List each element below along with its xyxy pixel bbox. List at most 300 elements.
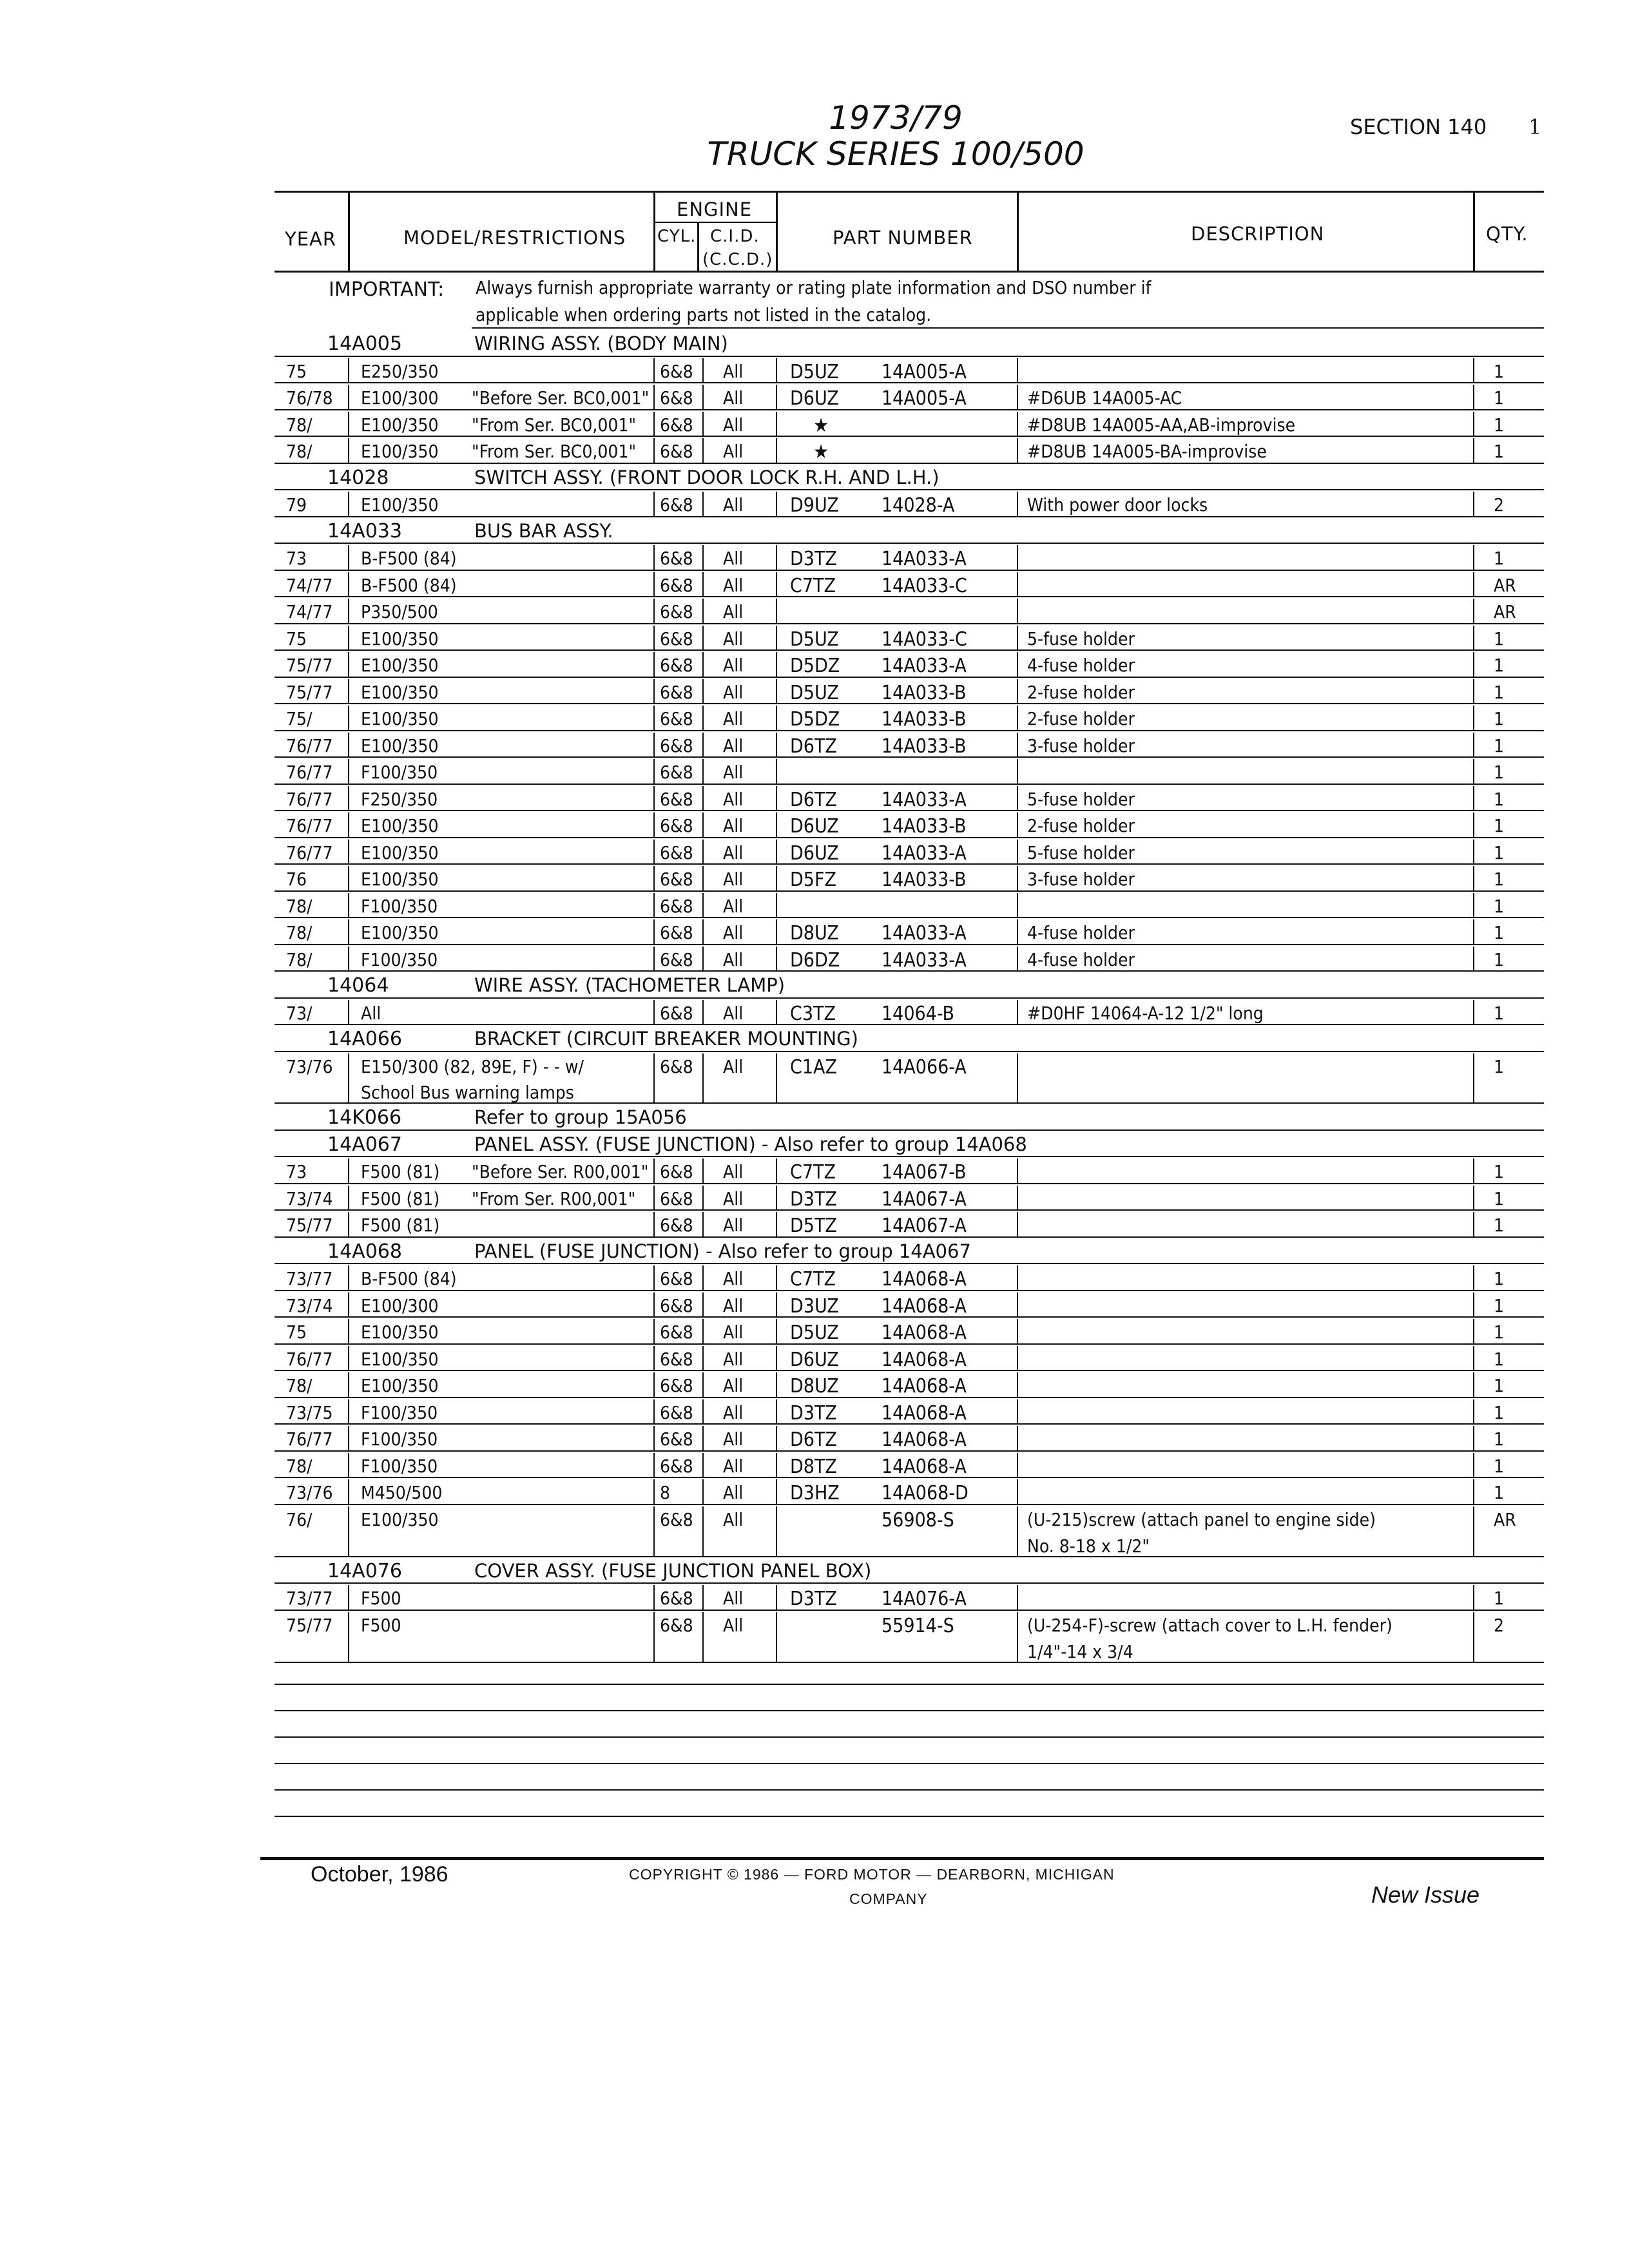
row-model: E100/350 <box>361 708 439 729</box>
row-qty: 1 <box>1494 1268 1505 1290</box>
group-title: Refer to group 15A056 <box>474 1106 687 1129</box>
row-divider <box>1473 1346 1474 1370</box>
row-divider <box>1017 438 1018 463</box>
part-prefix: D3TZ <box>790 548 837 570</box>
row-cid: All <box>723 548 744 569</box>
row-qty: 1 <box>1494 815 1505 836</box>
row-rule <box>275 596 1544 597</box>
row-year: 75/77 <box>286 655 333 676</box>
row-divider <box>776 1000 777 1024</box>
col-cyl: CYL. <box>657 227 697 246</box>
row-divider <box>653 1346 655 1370</box>
row-description: (U-254-F)-screw (attach cover to L.H. fender) <box>1027 1614 1393 1636</box>
row-divider <box>776 385 777 409</box>
row-rule <box>275 1662 1544 1663</box>
row-divider <box>653 1585 655 1610</box>
row-cid: All <box>723 1294 744 1316</box>
row-divider <box>776 1506 777 1556</box>
row-qty: 1 <box>1494 895 1505 917</box>
row-rule <box>275 917 1544 918</box>
row-divider <box>1473 1372 1474 1397</box>
row-divider <box>776 1399 777 1424</box>
row-model: F500 <box>361 1614 401 1636</box>
row-model: F100/350 <box>361 1455 438 1477</box>
group-number: 14K066 <box>327 1106 402 1129</box>
row-cid: All <box>723 655 744 676</box>
row-model: E100/350 <box>361 441 439 462</box>
row-qty: 1 <box>1494 1055 1505 1077</box>
row-divider <box>653 893 655 918</box>
row-divider <box>1473 1453 1474 1477</box>
part-base: 14A068-A <box>882 1455 967 1478</box>
row-cid: All <box>723 1348 744 1370</box>
row-divider <box>1017 1426 1018 1450</box>
row-cid: All <box>723 387 744 408</box>
row-description: 2-fuse holder <box>1027 681 1135 703</box>
row-year: 75 <box>286 628 307 649</box>
row-divider <box>702 1293 704 1317</box>
row-divider <box>1017 1372 1018 1397</box>
row-divider <box>702 412 704 436</box>
row-rule <box>275 1024 1544 1025</box>
row-description: #D0HF 14064-A-12 1/2" long <box>1027 1002 1264 1024</box>
row-qty: 1 <box>1494 922 1505 943</box>
row-qty: 1 <box>1494 1348 1505 1370</box>
header-bottom-rule <box>275 271 1544 273</box>
row-rule <box>275 1102 1544 1104</box>
row-divider <box>702 786 704 811</box>
row-divider <box>776 1212 777 1236</box>
row-year: 73/ <box>286 1002 313 1024</box>
row-divider <box>653 947 655 971</box>
part-base: 14A033-A <box>882 655 967 677</box>
row-divider <box>1017 840 1018 864</box>
part-base: 56908-S <box>882 1508 954 1532</box>
group-rule <box>275 997 1544 999</box>
row-divider <box>348 492 349 516</box>
row-divider <box>1473 706 1474 730</box>
hdr-divider <box>653 191 655 271</box>
row-model: E100/350 <box>361 414 439 436</box>
row-divider <box>776 812 777 837</box>
row-divider <box>348 385 349 409</box>
row-divider <box>653 1053 655 1103</box>
row-divider <box>776 679 777 704</box>
row-cid: All <box>723 815 744 836</box>
row-qty: AR <box>1494 601 1516 622</box>
row-divider <box>653 1265 655 1290</box>
row-divider <box>653 840 655 864</box>
row-divider <box>702 1453 704 1477</box>
row-divider <box>653 385 655 409</box>
row-divider <box>348 840 349 864</box>
row-year: 76/77 <box>286 1428 333 1450</box>
row-model: P350/500 <box>361 601 438 622</box>
row-cyl: 6&8 <box>660 1161 693 1183</box>
row-divider <box>1473 1612 1474 1662</box>
part-base: 14A033-A <box>882 948 967 972</box>
row-divider <box>653 1506 655 1556</box>
row-cyl: 6&8 <box>660 841 693 863</box>
row-year: 78/ <box>286 948 313 970</box>
row-divider <box>348 1585 349 1610</box>
row-divider <box>653 1158 655 1183</box>
row-divider <box>348 1426 349 1450</box>
part-base: 14064-B <box>882 1002 955 1025</box>
row-qty: 1 <box>1494 387 1505 408</box>
footer-issue: New Issue <box>1371 1881 1480 1908</box>
group-title: WIRE ASSY. (TACHOMETER LAMP) <box>474 974 786 996</box>
row-divider <box>1473 1319 1474 1343</box>
row-divider <box>653 358 655 383</box>
row-divider <box>1017 812 1018 837</box>
row-divider <box>776 358 777 383</box>
page-title <box>670 100 1121 172</box>
part-base: 14A033-A <box>882 841 967 865</box>
part-base: 14A067-A <box>882 1215 967 1238</box>
group-title: BRACKET (CIRCUIT BREAKER MOUNTING) <box>474 1028 858 1050</box>
row-divider <box>1473 599 1474 623</box>
row-divider <box>1473 572 1474 597</box>
row-cid: All <box>723 1268 744 1290</box>
row-year: 76/77 <box>286 735 333 756</box>
row-cyl: 6&8 <box>660 1215 693 1236</box>
row-divider <box>1473 1426 1474 1450</box>
row-divider <box>653 626 655 650</box>
part-prefix: C7TZ <box>790 574 836 597</box>
blank-rule <box>275 1710 1544 1711</box>
row-cid: All <box>723 1187 744 1209</box>
part-prefix: D6DZ <box>790 948 840 972</box>
row-cyl: 6&8 <box>660 1321 693 1343</box>
row-rule <box>275 944 1544 945</box>
row-divider <box>1473 919 1474 944</box>
row-divider <box>1473 412 1474 436</box>
row-divider <box>1017 1293 1018 1317</box>
row-year: 79 <box>286 494 307 515</box>
row-model: F100/350 <box>361 1401 438 1423</box>
row-model: E150/300 (82, 89E, F) - - w/ <box>361 1055 584 1077</box>
row-divider <box>1017 385 1018 409</box>
row-cyl: 6&8 <box>660 1508 693 1530</box>
row-qty: 1 <box>1494 1428 1505 1450</box>
row-year: 73/76 <box>286 1482 333 1504</box>
row-year: 75/77 <box>286 1215 333 1236</box>
row-divider <box>348 545 349 570</box>
row-divider <box>776 947 777 971</box>
part-base: 14A068-A <box>882 1428 967 1452</box>
row-divider <box>702 893 704 918</box>
part-prefix: D5UZ <box>790 1321 839 1345</box>
row-divider <box>1473 1186 1474 1210</box>
row-divider <box>348 1000 349 1024</box>
row-rule <box>275 783 1544 785</box>
part-base: 14A067-A <box>882 1187 967 1211</box>
row-cyl: 6&8 <box>660 788 693 810</box>
hdr-divider <box>697 222 699 271</box>
hdr-divider <box>348 191 350 271</box>
parts-table <box>275 191 1544 1669</box>
row-divider <box>702 947 704 971</box>
row-qty: AR <box>1494 1508 1516 1530</box>
row-divider <box>776 1585 777 1610</box>
row-divider <box>348 812 349 837</box>
part-base: 14A033-C <box>882 574 967 597</box>
row-cid: All <box>723 1375 744 1397</box>
row-cid: All <box>723 574 744 596</box>
row-divider <box>348 733 349 757</box>
part-prefix: D5DZ <box>790 708 840 731</box>
col-year: YEAR <box>285 228 337 250</box>
row-rule <box>275 649 1544 651</box>
row-divider <box>776 412 777 436</box>
col-part-number: PART NUMBER <box>833 227 973 249</box>
row-cyl: 6&8 <box>660 735 693 756</box>
part-prefix: D3TZ <box>790 1187 837 1211</box>
row-model: E100/350 <box>361 1375 439 1397</box>
row-year: 75 <box>286 360 307 382</box>
row-qty: 1 <box>1494 628 1505 649</box>
row-rule <box>275 1236 1544 1238</box>
row-cyl: 6&8 <box>660 1294 693 1316</box>
part-prefix: D8UZ <box>790 922 839 945</box>
row-divider <box>1473 759 1474 783</box>
row-divider <box>776 893 777 918</box>
row-divider <box>348 1453 349 1477</box>
part-prefix: D5UZ <box>790 360 839 383</box>
row-year: 76/ <box>286 1508 313 1530</box>
blank-rule <box>275 1816 1544 1817</box>
row-divider <box>702 438 704 463</box>
row-qty: 1 <box>1494 1187 1505 1209</box>
row-cyl: 6&8 <box>660 1348 693 1370</box>
row-divider <box>653 759 655 783</box>
row-divider <box>348 1479 349 1504</box>
row-cyl: 6&8 <box>660 655 693 676</box>
part-base: 14A033-B <box>882 869 967 891</box>
row-divider <box>702 545 704 570</box>
row-year: 76/77 <box>286 762 333 783</box>
part-prefix: D5FZ <box>790 869 836 891</box>
row-divider <box>653 1399 655 1424</box>
group-number: 14A066 <box>327 1028 402 1050</box>
part-base: 14A033-B <box>882 735 967 758</box>
row-qty: 1 <box>1494 441 1505 462</box>
row-cid: All <box>723 841 744 863</box>
row-model: E100/350 <box>361 1508 439 1530</box>
row-year: 78/ <box>286 922 313 943</box>
row-divider <box>776 1265 777 1290</box>
row-year: 73 <box>286 548 307 569</box>
row-cyl: 6&8 <box>660 762 693 783</box>
row-divider <box>776 545 777 570</box>
col-qty: QTY. <box>1486 223 1528 245</box>
part-base: 14A033-C <box>882 628 967 651</box>
row-divider <box>653 412 655 436</box>
row-cid: All <box>723 1215 744 1236</box>
row-cyl: 6&8 <box>660 681 693 703</box>
row-divider <box>1017 652 1018 677</box>
row-divider <box>776 626 777 650</box>
row-rule <box>275 1504 1544 1505</box>
row-model: E100/350 <box>361 815 439 836</box>
part-prefix: D6TZ <box>790 788 837 811</box>
row-cyl: 6&8 <box>660 414 693 436</box>
row-divider <box>1017 1319 1018 1343</box>
row-divider <box>1473 893 1474 918</box>
row-year: 73/77 <box>286 1588 333 1610</box>
row-divider <box>1473 786 1474 811</box>
row-cid: All <box>723 1002 744 1024</box>
row-divider <box>1473 679 1474 704</box>
row-divider <box>653 438 655 463</box>
row-divider <box>653 1212 655 1236</box>
row-model: F250/350 <box>361 788 438 810</box>
row-model: E100/350 <box>361 735 439 756</box>
row-model: E100/350 <box>361 869 439 890</box>
row-divider <box>653 1186 655 1210</box>
row-divider <box>1017 412 1018 436</box>
row-divider <box>1017 679 1018 704</box>
row-divider <box>653 733 655 757</box>
row-divider <box>1473 812 1474 837</box>
row-divider <box>776 1479 777 1504</box>
row-divider <box>348 866 349 890</box>
row-divider <box>702 652 704 677</box>
part-base: 14A005-A <box>882 360 967 383</box>
row-year: 76 <box>286 869 307 890</box>
group-number: 14A068 <box>327 1240 402 1263</box>
row-year: 76/77 <box>286 815 333 836</box>
row-divider <box>348 1265 349 1290</box>
part-base: 14A068-A <box>882 1401 967 1425</box>
row-divider <box>348 919 349 944</box>
part-base: 14A033-A <box>882 548 967 570</box>
row-rule <box>275 1343 1544 1345</box>
row-divider <box>653 545 655 570</box>
row-description-line2: 1/4"-14 x 3/4 <box>1027 1640 1133 1662</box>
row-qty: 1 <box>1494 735 1505 756</box>
part-base: 14A066-A <box>882 1055 967 1079</box>
row-divider <box>653 786 655 811</box>
row-cyl: 6&8 <box>660 708 693 729</box>
part-base: 14028-A <box>882 494 955 517</box>
row-divider <box>1017 1612 1018 1662</box>
row-qty: 1 <box>1494 1482 1505 1504</box>
row-divider <box>1017 866 1018 890</box>
row-model-line2: School Bus warning lamps <box>361 1082 574 1104</box>
row-divider <box>653 652 655 677</box>
row-divider <box>1473 1506 1474 1556</box>
row-cyl: 6&8 <box>660 1187 693 1209</box>
part-prefix: C3TZ <box>790 1002 836 1025</box>
row-model: E100/350 <box>361 494 439 515</box>
footer-copyright-company: COMPANY <box>849 1890 928 1907</box>
row-divider <box>1017 545 1018 570</box>
row-divider <box>1473 626 1474 650</box>
row-divider <box>776 840 777 864</box>
row-divider <box>702 572 704 597</box>
group-title: PANEL (FUSE JUNCTION) - Also refer to group 14A067 <box>474 1240 971 1262</box>
row-divider <box>1473 1585 1474 1610</box>
row-divider <box>776 1158 777 1183</box>
row-divider <box>653 1453 655 1477</box>
row-year: 74/77 <box>286 601 333 622</box>
row-cid: All <box>723 628 744 649</box>
row-divider <box>702 1506 704 1556</box>
row-divider <box>1473 1399 1474 1424</box>
row-divider <box>702 1265 704 1290</box>
part-prefix: D6UZ <box>790 815 839 838</box>
page-number: 1 <box>1528 115 1542 139</box>
row-rule <box>275 756 1544 758</box>
row-divider <box>702 1585 704 1610</box>
row-divider <box>1473 1265 1474 1290</box>
row-qty: 1 <box>1494 708 1505 729</box>
engine-sub-rule <box>653 222 776 223</box>
row-description: 3-fuse holder <box>1027 869 1135 890</box>
row-divider <box>1017 1000 1018 1024</box>
row-description: 4-fuse holder <box>1027 655 1135 676</box>
row-cyl: 6&8 <box>660 548 693 569</box>
row-divider <box>702 1319 704 1343</box>
row-divider <box>776 706 777 730</box>
part-prefix: D6UZ <box>790 841 839 865</box>
row-divider <box>702 492 704 516</box>
row-divider <box>1473 1479 1474 1504</box>
row-cid: All <box>723 1482 744 1504</box>
row-cid: All <box>723 1428 744 1450</box>
part-prefix: ★ <box>813 414 829 437</box>
row-divider <box>653 866 655 890</box>
part-prefix: D5UZ <box>790 681 839 704</box>
row-divider <box>702 679 704 704</box>
row-divider <box>776 1053 777 1103</box>
row-divider <box>702 812 704 837</box>
row-divider <box>1473 492 1474 516</box>
row-cyl: 6&8 <box>660 494 693 515</box>
row-description: 4-fuse holder <box>1027 948 1135 970</box>
row-divider <box>1017 599 1018 623</box>
row-divider <box>1017 1585 1018 1610</box>
row-cyl: 6&8 <box>660 628 693 649</box>
group-rule <box>275 1156 1544 1157</box>
row-divider <box>1473 652 1474 677</box>
row-cid: All <box>723 1321 744 1343</box>
part-prefix: D5TZ <box>790 1215 837 1238</box>
blank-rule <box>275 1789 1544 1791</box>
row-year: 76/78 <box>286 387 333 408</box>
row-divider <box>1017 919 1018 944</box>
group-rule <box>275 1129 1544 1131</box>
row-rule <box>275 570 1544 571</box>
row-divider <box>702 358 704 383</box>
row-cyl: 6&8 <box>660 1588 693 1610</box>
row-year: 75/ <box>286 708 313 729</box>
footer-date: October, 1986 <box>311 1862 448 1887</box>
row-divider <box>1017 1053 1018 1103</box>
important-line1: Always furnish appropriate warranty or rating plate information and DSO number if <box>476 277 1152 298</box>
row-restriction: "From Ser. R00,001" <box>472 1187 636 1209</box>
row-divider <box>1017 626 1018 650</box>
col-engine: ENGINE <box>677 198 753 220</box>
row-cid: All <box>723 1588 744 1610</box>
row-rule <box>275 837 1544 838</box>
row-divider <box>702 1346 704 1370</box>
row-year: 73 <box>286 1161 307 1183</box>
row-divider <box>653 679 655 704</box>
row-restriction: "Before Ser. BC0,001" <box>472 387 650 408</box>
